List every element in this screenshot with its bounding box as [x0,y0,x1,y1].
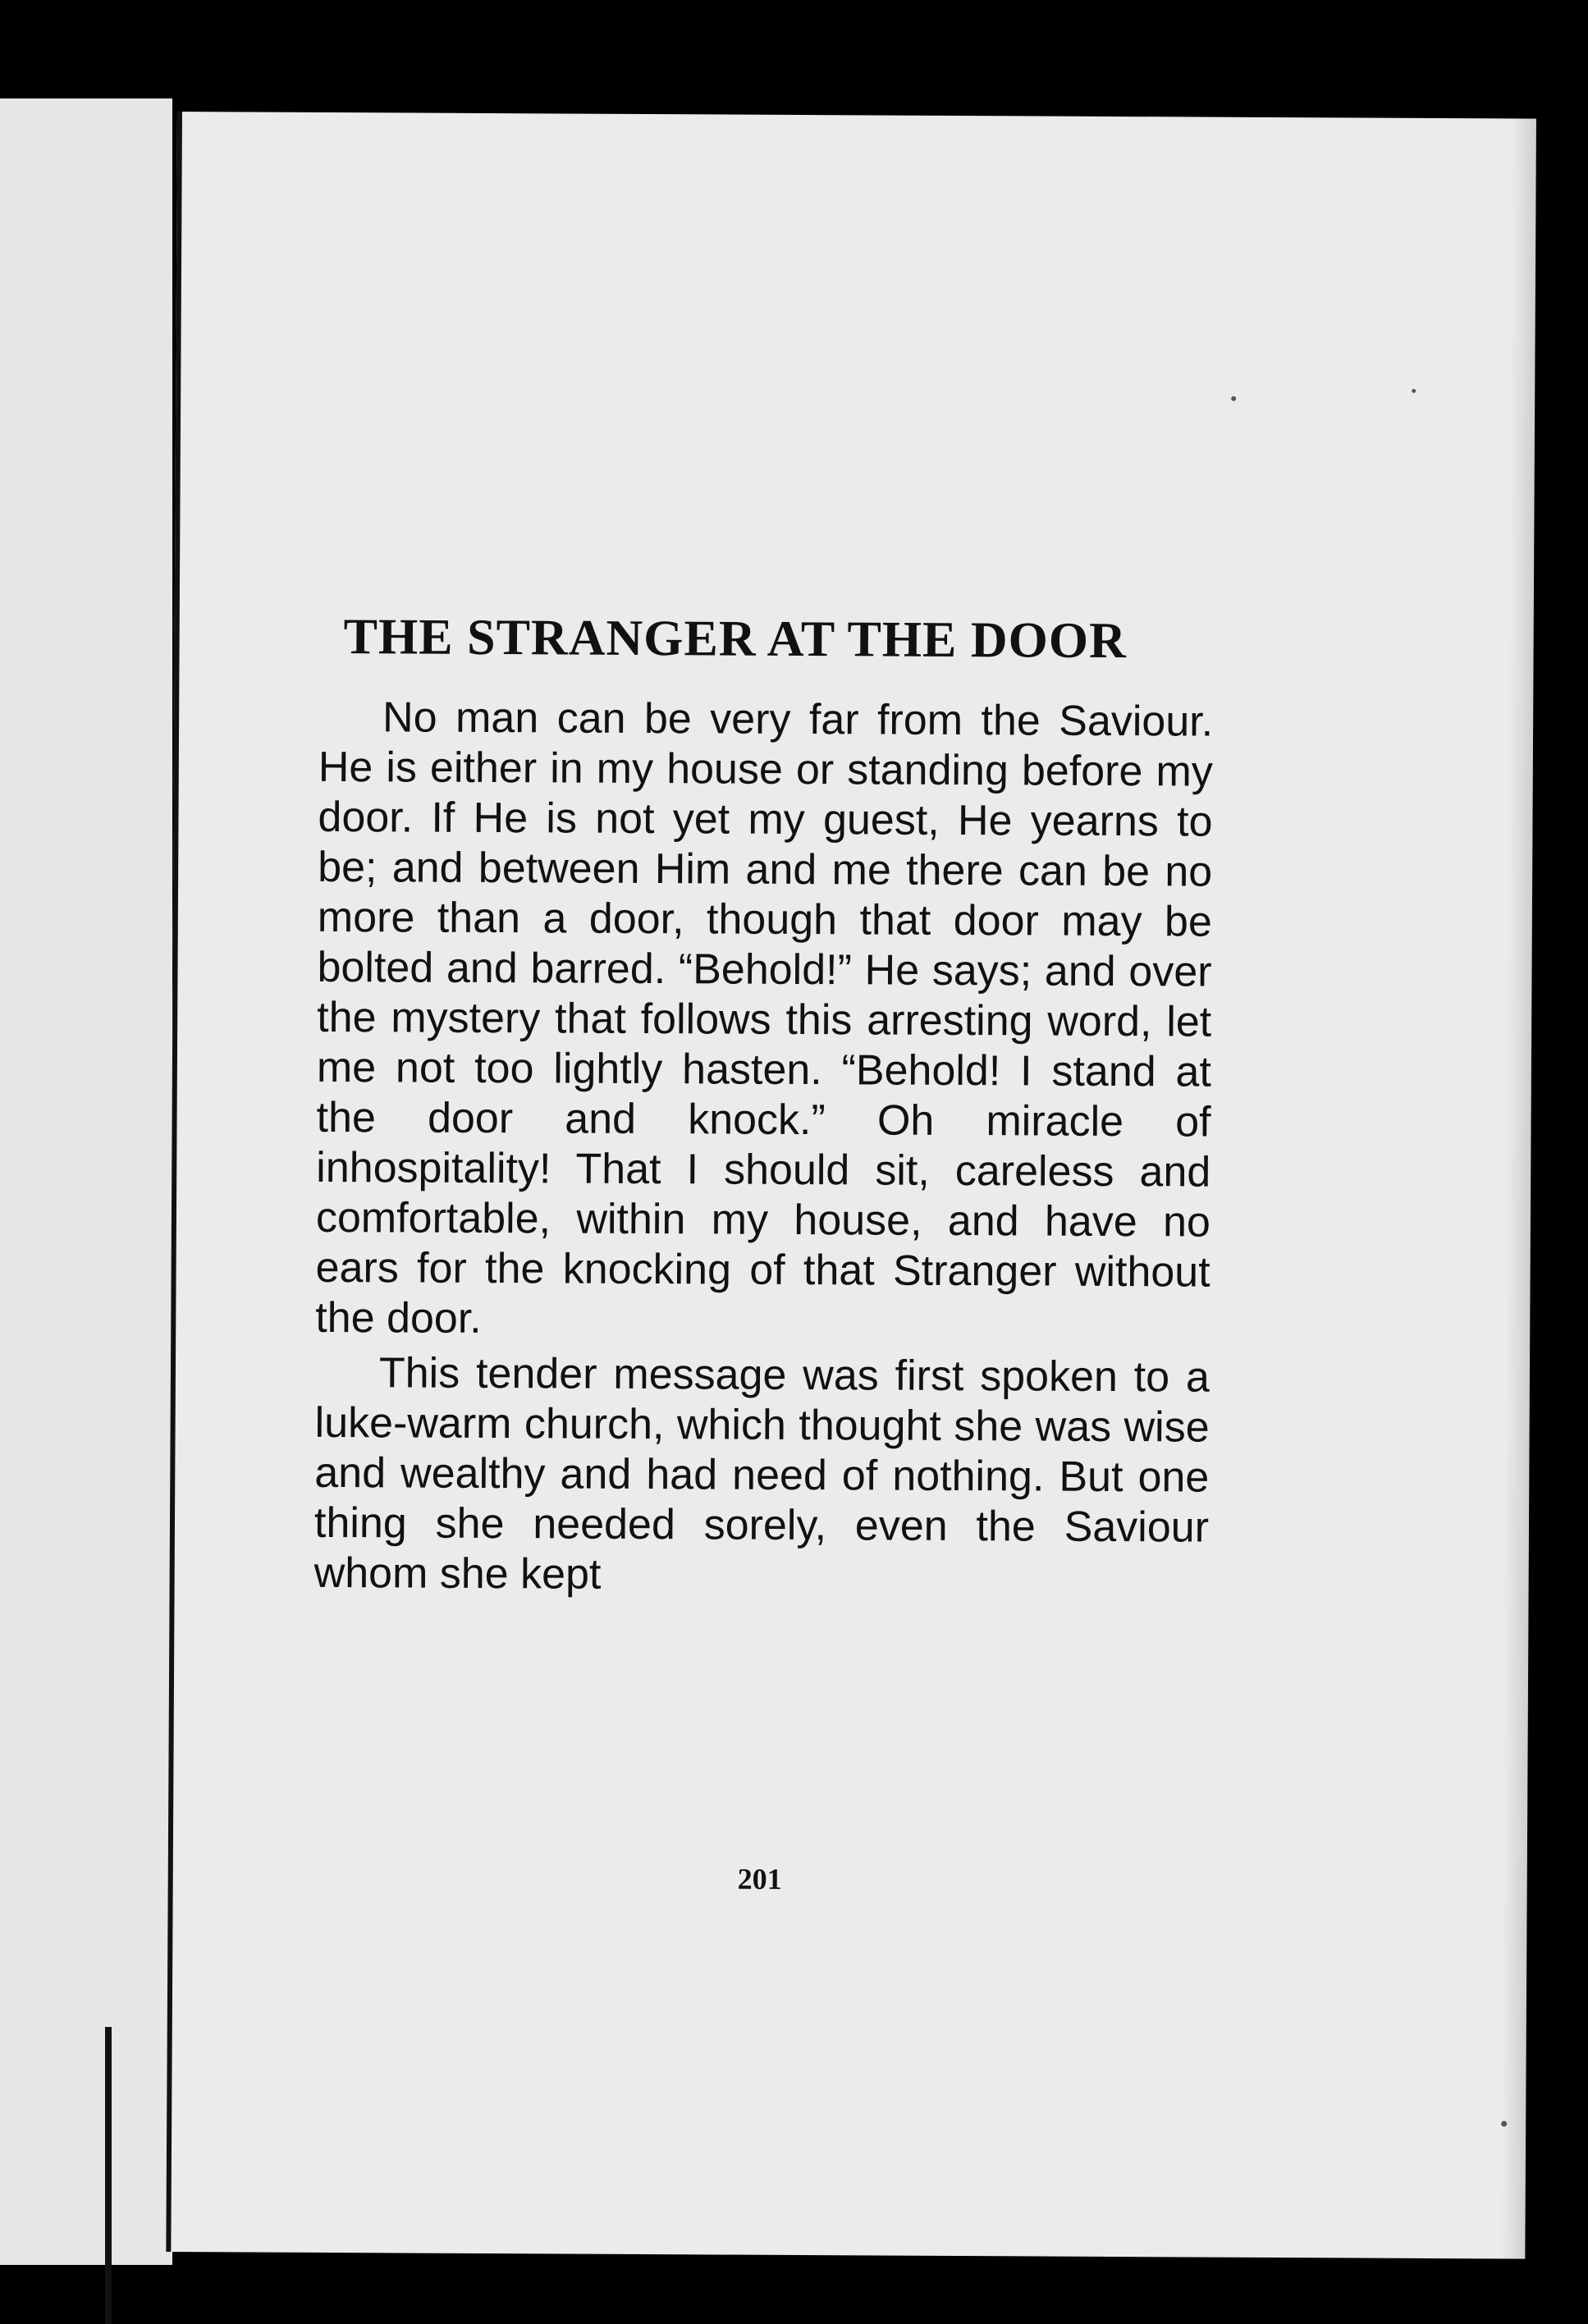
text-block [313,608,1214,1896]
left-page-edge [0,98,172,2265]
page-number: 201 [737,1862,782,1896]
chapter-title: THE STRANGER AT THE DOOR [343,609,1128,670]
dust-speck [1412,389,1416,393]
paragraph-1: No man can be very far from the Saviour. He is either in my house or standing before my door. If He is not yet my guest, He yearns to be; and between Him and me there can be no more than a door, though that door may be bolted and barred. “Behold!” He says; and over the mystery that follows this arresting word, let me not too lightly hasten. “Behold! I stand at the door and knock.” Oh miracle of inhospitality! That I should sit, careless and comfortable, within my house, and have no ears for the knocking of that Stranger without the door. [315,693,1214,1343]
page-shadow [1500,119,1536,2259]
dust-speck [1231,396,1236,401]
paragraph-2: This tender message was first spoken to a luke-warm church, which thought she was wise and wealthy and had need of nothing. But one thing she needed sorely, even the Saviour whom she kept [313,1349,1210,1599]
left-page-rule [105,2027,112,2324]
dust-speck [1501,2120,1507,2126]
book-page [166,112,1536,2259]
